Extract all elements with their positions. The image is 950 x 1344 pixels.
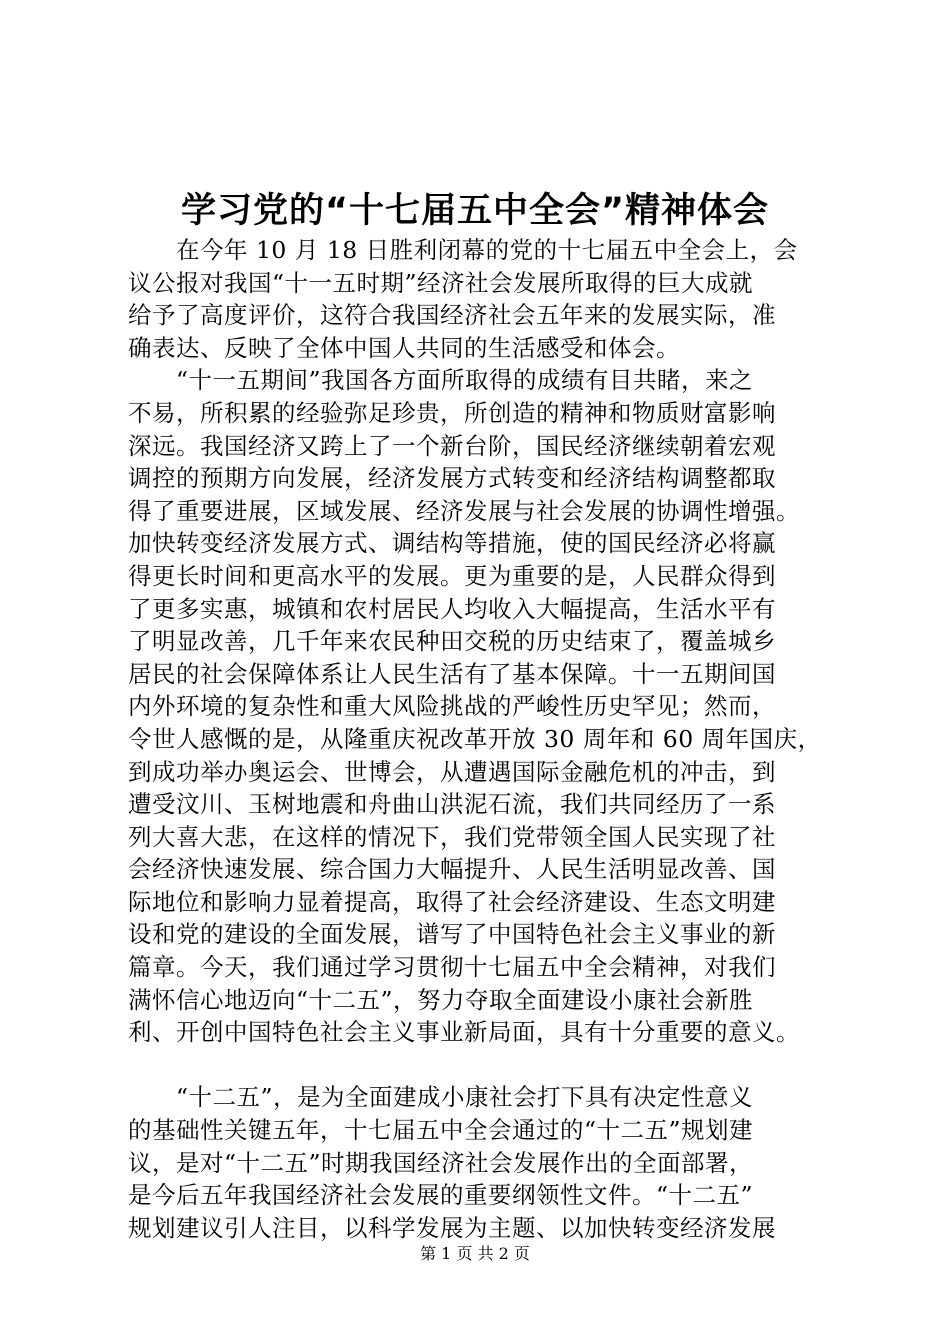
paragraph-line: 的基础性关键五年，十七届五中全会通过的“十二五”规划建 xyxy=(128,1116,754,1145)
paragraph-line: 得更长时间和更高水平的发展。更为重要的是，人民群众得到 xyxy=(128,561,776,590)
paragraph-line: 加快转变经济发展方式、调结构等措施，使的国民经济必将赢 xyxy=(128,529,776,558)
paragraph-line: 令世人感慨的是，从隆重庆祝改革开放 30 周年和 60 周年国庆， xyxy=(128,724,822,753)
paragraph-line: 议公报对我国“十一五时期”经济社会发展所取得的巨大成就 xyxy=(128,268,754,297)
paragraph-line: 议，是对“十二五”时期我国经济社会发展作出的全面部署， xyxy=(128,1148,754,1177)
paragraph-line: 不易，所积累的经验弥足珍贵，所创造的精神和物质财富影响 xyxy=(128,398,776,427)
paragraph-line: “十一五期间”我国各方面所取得的成绩有目共睹，来之 xyxy=(176,366,754,395)
paragraph-line: 规划建议引人注目，以科学发展为主题、以加快转变经济发展 xyxy=(128,1213,776,1242)
blank-line xyxy=(128,1049,848,1082)
paragraph-line: 际地位和影响力显着提高，取得了社会经济建设、生态文明建 xyxy=(128,887,776,916)
paragraph-line: 会经济快速发展、综合国力大幅提升、人民生活明显改善、国 xyxy=(128,855,776,884)
paragraph-line: 了更多实惠，城镇和农村居民人均收入大幅提高，生活水平有 xyxy=(128,594,776,623)
paragraph-line: 满怀信心地迈向“十二五”，努力夺取全面建设小康社会新胜 xyxy=(128,985,754,1014)
paragraph-line: “十二五”，是为全面建成小康社会打下具有决定性意义 xyxy=(176,1083,754,1112)
page-footer: 第 1 页 共 2 页 xyxy=(420,1244,530,1263)
paragraph-line: 在今年 10 月 18 日胜利闭幕的党的十七届五中全会上，会 xyxy=(176,236,798,264)
document-body xyxy=(128,234,848,1244)
paragraph-line: 调控的预期方向发展，经济发展方式转变和经济结构调整都取 xyxy=(128,464,776,493)
paragraph-line: 遭受汶川、玉树地震和舟曲山洪泥石流，我们共同经历了一系 xyxy=(128,790,776,819)
paragraph-line: 篇章。今天，我们通过学习贯彻十七届五中全会精神，对我们 xyxy=(128,953,776,982)
document-title: 学习党的“十七届五中全会”精神体会 xyxy=(180,191,769,231)
paragraph-line: 深远。我国经济又跨上了一个新台阶，国民经济继续朝着宏观 xyxy=(128,431,776,460)
paragraph-line: 居民的社会保障体系让人民生活有了基本保障。十一五期间国 xyxy=(128,659,776,688)
paragraph-line: 确表达、反映了全体中国人共同的生活感受和体会。 xyxy=(128,333,680,362)
paragraph-line: 列大喜大悲，在这样的情况下，我们党带领全国人民实现了社 xyxy=(128,822,776,851)
paragraph-line: 是今后五年我国经济社会发展的重要纲领性文件。“十二五” xyxy=(128,1181,754,1210)
paragraph-line: 了明显改善，几千年来农民种田交税的历史结束了，覆盖城乡 xyxy=(128,627,776,656)
paragraph-line: 得了重要进展，区域发展、经济发展与社会发展的协调性增强。 xyxy=(128,496,800,525)
paragraph-line: 利、开创中国特色社会主义事业新局面，具有十分重要的意义。 xyxy=(128,1018,800,1047)
paragraph-line: 内外环境的复杂性和重大风险挑战的严峻性历史罕见；然而， xyxy=(128,692,776,721)
paragraph-line: 给予了高度评价，这符合我国经济社会五年来的发展实际，准 xyxy=(128,301,776,330)
paragraph-line: 到成功举办奥运会、世博会，从遭遇国际金融危机的冲击，到 xyxy=(128,757,776,786)
paragraph-line: 设和党的建设的全面发展，谱写了中国特色社会主义事业的新 xyxy=(128,920,776,949)
